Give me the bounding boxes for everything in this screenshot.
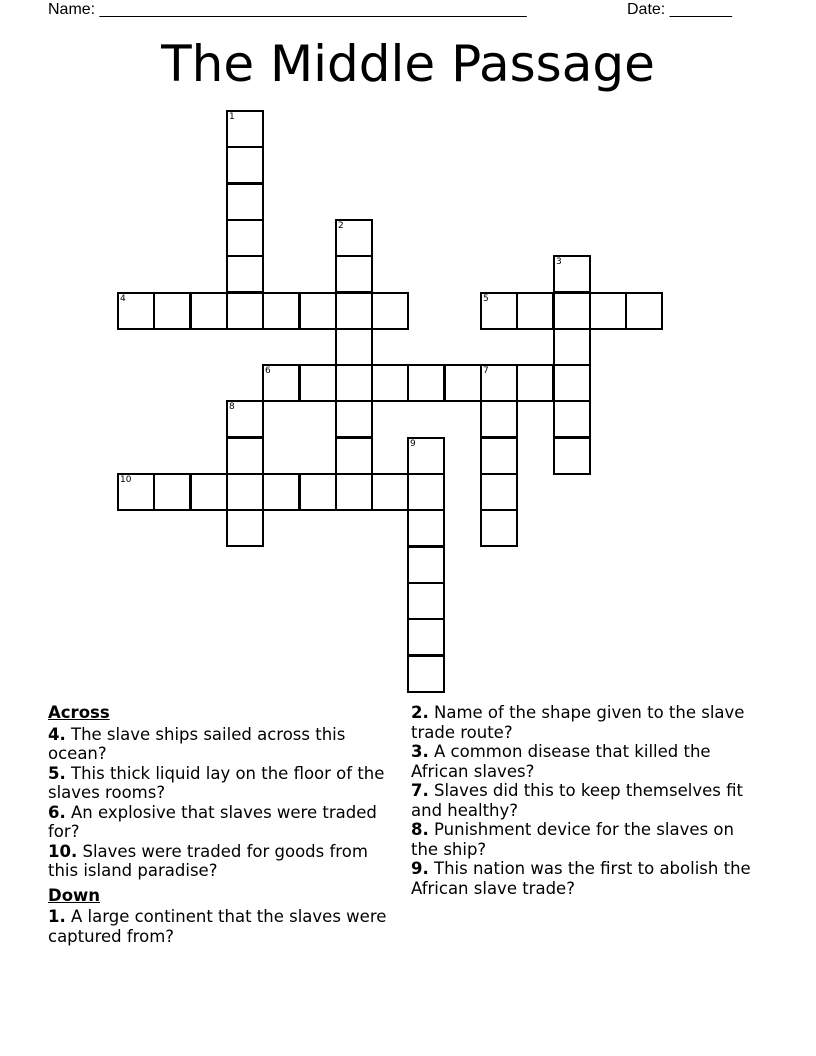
clue-number-label: 6 [265, 366, 271, 376]
grid-cell[interactable] [407, 655, 445, 693]
grid-cell[interactable] [553, 400, 591, 438]
grid-cell[interactable] [190, 292, 228, 330]
clue-number: 4. [48, 724, 66, 744]
grid-cell[interactable] [407, 546, 445, 584]
grid-cell[interactable] [335, 364, 373, 402]
date-line[interactable]: Date: _______ [627, 1, 732, 18]
clue-down-2 [411, 703, 761, 742]
grid-cell[interactable] [226, 292, 264, 330]
grid-cell[interactable] [226, 509, 264, 547]
clue-number: 3. [411, 742, 429, 761]
grid-cell[interactable] [299, 292, 337, 330]
grid-cell[interactable] [153, 292, 191, 330]
grid-cell[interactable] [444, 364, 482, 402]
grid-cell[interactable] [335, 328, 373, 366]
clue-number-label: 8 [229, 402, 235, 412]
clue-down-7 [411, 781, 761, 820]
grid-cell[interactable] [226, 183, 264, 221]
grid-cell[interactable] [407, 364, 445, 402]
grid-cell[interactable] [371, 364, 409, 402]
clue-number: 10. [48, 841, 78, 861]
clue-across-10 [48, 842, 398, 881]
clue-number-label: 1 [229, 112, 235, 122]
grid-cell[interactable] [516, 364, 554, 402]
grid-cell[interactable] [226, 110, 264, 148]
grid-cell[interactable] [117, 292, 155, 330]
clue-number: 9. [411, 859, 429, 878]
grid-cell[interactable] [226, 255, 264, 293]
clue-number: 1. [48, 907, 66, 926]
clue-across-6 [48, 803, 398, 842]
clue-down-1 [48, 907, 398, 946]
grid-cell[interactable] [371, 292, 409, 330]
grid-cell[interactable] [335, 473, 373, 511]
grid-cell[interactable] [480, 364, 518, 402]
clue-across-4 [48, 725, 398, 764]
clue-across-5 [48, 764, 398, 803]
grid-cell[interactable] [553, 292, 591, 330]
grid-cell[interactable] [153, 473, 191, 511]
grid-cell[interactable] [480, 292, 518, 330]
clues-column-left [48, 703, 398, 946]
clue-number-label: 2 [338, 221, 344, 231]
clue-text: Slaves were traded for goods from this island paradise? [48, 841, 368, 880]
grid-cell[interactable] [226, 437, 264, 475]
clues-column-right [411, 703, 761, 898]
grid-cell[interactable] [117, 473, 155, 511]
clue-text: This thick liquid lay on the floor of the slaves rooms? [48, 763, 385, 802]
clue-text: This nation was the first to abolish the African slave trade? [411, 859, 751, 898]
grid-cell[interactable] [335, 219, 373, 257]
grid-cell[interactable] [553, 328, 591, 366]
clue-text: The slave ships sailed across this ocean? [48, 724, 346, 763]
grid-cell[interactable] [516, 292, 554, 330]
grid-cell[interactable] [371, 473, 409, 511]
grid-cell[interactable] [589, 292, 627, 330]
grid-cell[interactable] [299, 473, 337, 511]
grid-cell[interactable] [553, 364, 591, 402]
grid-cell[interactable] [299, 364, 337, 402]
clue-number: 5. [48, 763, 66, 783]
clue-number: 6. [48, 802, 66, 822]
grid-cell[interactable] [226, 146, 264, 184]
page-title: The Middle Passage [161, 35, 655, 93]
clue-number-label: 7 [483, 366, 489, 376]
clue-text: Slaves did this to keep themselves fit and healthy? [411, 781, 743, 820]
clue-text: A large continent that the slaves were captured from? [48, 907, 387, 946]
name-line[interactable]: Name: ________________________________________________ [48, 1, 527, 18]
grid-cell[interactable] [226, 400, 264, 438]
grid-cell[interactable] [407, 618, 445, 656]
grid-cell[interactable] [407, 437, 445, 475]
grid-cell[interactable] [335, 255, 373, 293]
grid-cell[interactable] [190, 473, 228, 511]
clue-down-9 [411, 859, 761, 898]
grid-cell[interactable] [335, 437, 373, 475]
grid-cell[interactable] [407, 582, 445, 620]
grid-cell[interactable] [262, 364, 300, 402]
clue-number: 2. [411, 703, 429, 722]
clue-number: 8. [411, 820, 429, 839]
clue-down-3 [411, 742, 761, 781]
grid-cell[interactable] [335, 292, 373, 330]
clue-number: 7. [411, 781, 429, 800]
grid-cell[interactable] [480, 437, 518, 475]
grid-cell[interactable] [407, 473, 445, 511]
grid-cell[interactable] [335, 400, 373, 438]
clue-number-label: 5 [483, 294, 489, 304]
clue-text: An explosive that slaves were traded for? [48, 802, 377, 841]
clue-number-label: 3 [556, 257, 562, 267]
clue-down-8 [411, 820, 761, 859]
grid-cell[interactable] [262, 292, 300, 330]
grid-cell[interactable] [480, 509, 518, 547]
clue-text: A common disease that killed the African slaves? [411, 742, 711, 781]
grid-cell[interactable] [553, 255, 591, 293]
clue-text: Punishment device for the slaves on the ship? [411, 820, 734, 859]
clue-number-label: 4 [120, 294, 126, 304]
clue-text: Name of the shape given to the slave trade route? [411, 703, 745, 742]
grid-cell[interactable] [625, 292, 663, 330]
grid-cell[interactable] [480, 400, 518, 438]
grid-cell[interactable] [480, 473, 518, 511]
grid-cell[interactable] [226, 473, 264, 511]
clue-number-label: 10 [120, 475, 132, 485]
down-heading: Down [48, 885, 101, 905]
grid-cell[interactable] [262, 473, 300, 511]
grid-cell[interactable] [407, 509, 445, 547]
across-heading: Across [48, 703, 110, 722]
grid-cell[interactable] [226, 219, 264, 257]
clue-number-label: 9 [410, 439, 416, 449]
grid-cell[interactable] [553, 437, 591, 475]
